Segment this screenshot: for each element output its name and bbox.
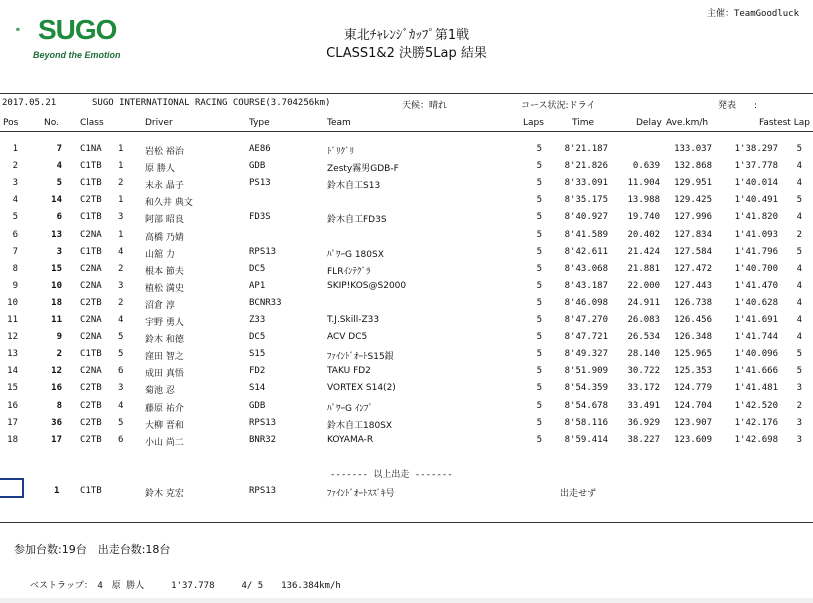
- cell-pos: 8: [12, 263, 18, 274]
- cell-driver: 山舘 力: [145, 249, 175, 260]
- cell-time: 8'35.175: [564, 195, 608, 206]
- table-row: [0, 418, 813, 436]
- cell-laps: 5: [536, 332, 542, 343]
- cell-team: ACV DC5: [327, 332, 368, 343]
- cell-pos: 12: [7, 332, 18, 343]
- cell-fastest-lap: 4: [796, 161, 802, 172]
- cell-ave: 123.907: [674, 417, 712, 428]
- cell-time: 8'21.826: [564, 161, 608, 172]
- cell-class-pos: 6: [118, 366, 124, 377]
- cell-class: C1TB: [80, 178, 102, 189]
- cell-fastest-lap: 4: [796, 332, 802, 343]
- cell-delay: 38.227: [627, 434, 660, 445]
- cell-ave: 125.353: [674, 366, 712, 377]
- cell-fastest-lap: 4: [796, 297, 802, 308]
- cell-time: 8'58.116: [564, 417, 608, 428]
- cell-driver: 植松 満史: [145, 283, 184, 294]
- cell-class: C2NA: [80, 263, 102, 274]
- divider-header: [0, 131, 813, 132]
- cell-class-pos: 1: [118, 195, 124, 206]
- cell-team: 鈴木自工180SX: [327, 420, 393, 431]
- cell-pos: 1: [12, 144, 18, 154]
- cell-driver: 鈴木 和徳: [145, 335, 184, 346]
- cell-fastest-lap: 3: [796, 434, 802, 445]
- cell-delay: 21.881: [627, 263, 660, 274]
- table-row: [0, 349, 813, 367]
- cell-type: AE86: [249, 144, 271, 154]
- cell-type: GDB: [249, 400, 266, 411]
- organizer: 主催：TeamGoodluck: [706, 9, 799, 19]
- cell-laps: 5: [536, 434, 542, 445]
- cell-pos: 2: [12, 161, 18, 172]
- cell-class: C2TB: [80, 400, 102, 411]
- cell-fastest: 1'41.481: [734, 383, 778, 394]
- cell-ave: 123.609: [674, 434, 712, 445]
- cell-ave: 132.868: [674, 161, 712, 172]
- cell-fastest: 1'42.698: [734, 434, 778, 445]
- cell-time: 8'43.187: [564, 280, 608, 291]
- cell-ave: 124.779: [674, 383, 712, 394]
- cell-driver: 和久井 典文: [145, 198, 193, 209]
- cell-pos: 18: [7, 434, 18, 445]
- col-ave: Ave.km/h: [666, 118, 709, 128]
- cell-driver: 藤原 祐介: [145, 403, 184, 414]
- cell-delay: 13.988: [627, 195, 660, 206]
- cell-laps: 5: [536, 383, 542, 394]
- cell-fastest-lap: 4: [796, 315, 802, 325]
- cell-no: 7: [56, 144, 62, 154]
- cell-type: S14: [249, 383, 266, 394]
- cell-no: 17: [51, 434, 62, 445]
- cell-time: 8'42.611: [564, 246, 608, 257]
- table-row: [0, 383, 813, 401]
- cell-driver: 成田 真悟: [145, 369, 184, 380]
- cell-class-pos: 2: [118, 297, 124, 308]
- table-row: [0, 212, 813, 230]
- cell-ave: 126.738: [674, 297, 712, 308]
- cell-driver: 末永 晶子: [145, 181, 184, 192]
- cell-delay: 21.424: [627, 246, 660, 257]
- race-date: 2017.05.21: [2, 98, 57, 108]
- cell-delay: 0.639: [632, 161, 660, 172]
- cell-ave: 126.456: [674, 315, 712, 325]
- cell-type: BCNR33: [249, 297, 282, 308]
- cell-class: C1TB: [80, 246, 102, 257]
- event-title: 東北ﾁｬﾚﾝｼﾞｶｯﾌﾟ第1戦: [343, 28, 470, 43]
- cell-time: 8'47.721: [564, 332, 608, 343]
- cell-team: KOYAMA-R: [327, 434, 374, 445]
- cell-fastest-lap: 4: [796, 178, 802, 189]
- table-row: [0, 315, 813, 333]
- cell-fastest: 1'40.628: [734, 297, 778, 308]
- table-row: [0, 247, 813, 265]
- cell-driver: 宇野 勇人: [145, 318, 184, 328]
- dns-status: 出走せず: [560, 489, 597, 499]
- cell-fastest-lap: 5: [796, 349, 802, 360]
- cell-ave: 126.348: [674, 332, 712, 343]
- cell-class: C2NA: [80, 315, 102, 325]
- cell-no: 3: [56, 246, 62, 257]
- cell-fastest-lap: 4: [796, 280, 802, 291]
- cell-class: C1NA: [80, 144, 102, 154]
- cell-class: C2NA: [80, 332, 102, 343]
- cell-class-pos: 1: [118, 229, 124, 240]
- cell-class-pos: 2: [118, 178, 124, 189]
- cell-time: 8'54.678: [564, 400, 608, 411]
- cell-fastest: 1'40.096: [734, 349, 778, 360]
- cell-fastest: 1'41.093: [734, 229, 778, 240]
- cell-pos: 6: [12, 229, 18, 240]
- horizontal-scrollbar[interactable]: [0, 598, 813, 603]
- cell-ave: 124.704: [674, 400, 712, 411]
- col-pos: Pos: [3, 118, 19, 128]
- cell-pos: 3: [12, 178, 18, 189]
- cell-laps: 5: [536, 229, 542, 240]
- table-row: [0, 195, 813, 213]
- dns-team: ﾌｧｲﾝﾄﾞｵｰﾄｽｽﾞｷ号: [327, 489, 395, 499]
- cell-no: 36: [51, 417, 62, 428]
- cell-fastest: 1'41.796: [734, 246, 778, 257]
- cell-type: DC5: [249, 332, 266, 343]
- cell-type: AP1: [249, 280, 266, 291]
- cell-delay: 30.722: [627, 366, 660, 377]
- cell-driver: 岩松 裕治: [145, 147, 184, 157]
- cell-time: 8'46.098: [564, 297, 608, 308]
- col-delay: Delay: [636, 118, 662, 128]
- col-type: Type: [249, 118, 270, 128]
- cell-driver: 高橋 乃婧: [145, 232, 184, 243]
- cell-type: RPS13: [249, 246, 277, 257]
- cell-class: C2TB: [80, 195, 102, 206]
- cell-team: ﾌｧｲﾝﾄﾞｵｰﾄS15銀: [327, 352, 394, 363]
- cell-class-pos: 3: [118, 212, 124, 223]
- cell-no: 16: [51, 383, 62, 394]
- table-row: [0, 435, 813, 453]
- race-title: CLASS1&2 決勝5Lap 結果: [326, 46, 487, 61]
- cell-fastest-lap: 2: [796, 229, 802, 240]
- cell-class-pos: 3: [118, 383, 124, 394]
- cell-class: C2NA: [80, 229, 102, 240]
- cell-type: DC5: [249, 263, 266, 274]
- cell-no: 6: [56, 212, 62, 223]
- cell-laps: 5: [536, 195, 542, 206]
- cell-type: BNR32: [249, 434, 277, 445]
- table-row: [0, 401, 813, 419]
- cell-pos: 14: [7, 366, 18, 377]
- cell-type: RPS13: [249, 417, 277, 428]
- course-condition: コース状況:ドライ: [521, 101, 596, 111]
- cell-class-pos: 4: [118, 246, 124, 257]
- cell-type: PS13: [249, 178, 271, 189]
- cell-fastest: 1'41.744: [734, 332, 778, 343]
- cell-laps: 5: [536, 161, 542, 172]
- cell-time: 8'47.270: [564, 315, 608, 325]
- cell-ave: 129.425: [674, 195, 712, 206]
- cell-class-pos: 4: [118, 400, 124, 411]
- cell-team: SKIP!KOS@S2000: [327, 280, 407, 291]
- cell-pos: 9: [12, 280, 18, 291]
- cell-class-pos: 5: [118, 349, 124, 360]
- cell-team: ﾄﾞﾘｸﾞﾘ: [327, 147, 355, 157]
- col-class: Class: [80, 118, 104, 128]
- cell-pos: 10: [7, 297, 18, 308]
- cell-fastest: 1'37.778: [734, 161, 778, 172]
- cell-fastest: 1'41.820: [734, 212, 778, 223]
- cell-class: C2TB: [80, 434, 102, 445]
- cell-pos: 16: [7, 400, 18, 411]
- cell-driver: 根本 節夫: [145, 266, 184, 277]
- course-name: SUGO INTERNATIONAL RACING COURSE(3.704256km): [92, 98, 331, 108]
- cell-time: 8'43.068: [564, 263, 608, 274]
- cell-type: Z33: [249, 315, 266, 325]
- cell-fastest: 1'40.491: [734, 195, 778, 206]
- cell-laps: 5: [536, 297, 542, 308]
- cell-laps: 5: [536, 349, 542, 360]
- cell-no: 13: [51, 229, 62, 240]
- cell-laps: 5: [536, 417, 542, 428]
- table-row: [0, 264, 813, 282]
- cell-pos: 11: [7, 315, 18, 325]
- cell-class: C2TB: [80, 417, 102, 428]
- cell-fastest-lap: 5: [796, 144, 802, 154]
- cell-delay: 28.140: [627, 349, 660, 360]
- cell-delay: 33.172: [627, 383, 660, 394]
- cell-type: FD3S: [249, 212, 271, 223]
- cell-class-pos: 5: [118, 417, 124, 428]
- best-lap-line: ベストラップ： 4 原 勝人 1'37.778 4/ 5 136.384km/h: [30, 581, 341, 591]
- cell-team: Zesty霧男GDB-F: [327, 164, 399, 175]
- cell-class-pos: 4: [118, 315, 124, 325]
- cell-team: VORTEX S14(2): [327, 383, 396, 394]
- cell-ave: 127.584: [674, 246, 712, 257]
- cell-pos: 13: [7, 349, 18, 360]
- cell-fastest: 1'38.297: [734, 144, 778, 154]
- announce-time: 発表 :: [718, 101, 758, 111]
- cell-laps: 5: [536, 178, 542, 189]
- cell-fastest-lap: 3: [796, 383, 802, 394]
- cell-class-pos: 1: [118, 144, 124, 154]
- cell-driver: 大柳 晋和: [145, 420, 184, 431]
- cell-class: C1TB: [80, 349, 102, 360]
- cell-laps: 5: [536, 263, 542, 274]
- cell-driver: 沼倉 淳: [145, 300, 175, 311]
- cell-team: FLRｲﾝﾃｸﾞﾗ: [327, 266, 371, 277]
- cell-fastest-lap: 2: [796, 400, 802, 411]
- cell-fastest-lap: 5: [796, 366, 802, 377]
- table-row: [0, 298, 813, 316]
- table-row: [0, 281, 813, 299]
- dns-no: 1: [54, 486, 60, 496]
- cell-no: 2: [56, 349, 62, 360]
- cell-fastest: 1'42.176: [734, 417, 778, 428]
- cell-pos: 7: [12, 246, 18, 257]
- logo-tagline: Beyond the Emotion: [33, 50, 121, 60]
- cell-time: 8'41.589: [564, 229, 608, 240]
- cell-ave: 129.951: [674, 178, 712, 189]
- cell-delay: 26.534: [627, 332, 660, 343]
- cell-no: 4: [56, 161, 62, 172]
- cell-delay: 19.740: [627, 212, 660, 223]
- col-driver: Driver: [145, 118, 173, 128]
- cell-fastest: 1'41.470: [734, 280, 778, 291]
- cell-team: 鈴木自工S13: [327, 181, 381, 192]
- cell-fastest: 1'40.014: [734, 178, 778, 189]
- cell-team: 鈴木自工FD3S: [327, 215, 387, 226]
- cell-type: GDB: [249, 161, 266, 172]
- col-laps: Laps: [523, 118, 544, 128]
- sugo-logo-text: SUGO: [38, 14, 117, 45]
- cell-no: 14: [51, 195, 62, 206]
- cell-time: 8'59.414: [564, 434, 608, 445]
- col-no: No.: [44, 118, 59, 128]
- cell-fastest-lap: 5: [796, 246, 802, 257]
- cell-pos: 15: [7, 383, 18, 394]
- cell-fastest: 1'41.691: [734, 315, 778, 325]
- cell-type: S15: [249, 349, 266, 360]
- cell-time: 8'40.927: [564, 212, 608, 223]
- cell-time: 8'51.909: [564, 366, 608, 377]
- cell-delay: 22.000: [627, 280, 660, 291]
- cell-fastest-lap: 4: [796, 263, 802, 274]
- cell-fastest-lap: 3: [796, 417, 802, 428]
- cell-team: TAKU FD2: [327, 366, 371, 377]
- weather: 天候：晴れ: [402, 101, 448, 111]
- cell-class-pos: 5: [118, 332, 124, 343]
- cell-delay: 33.491: [627, 400, 660, 411]
- table-row: [0, 366, 813, 384]
- cell-class-pos: 3: [118, 280, 124, 291]
- cell-class: C2TB: [80, 383, 102, 394]
- cell-driver: 菊池 忍: [145, 386, 175, 397]
- cell-no: 15: [51, 263, 62, 274]
- col-fastest: Fastest Lap: [759, 118, 810, 128]
- cell-no: 11: [51, 315, 62, 325]
- col-team: Team: [327, 118, 351, 128]
- table-row: [0, 332, 813, 350]
- dns-class: C1TB: [80, 486, 102, 496]
- cell-no: 18: [51, 297, 62, 308]
- cell-fastest-lap: 4: [796, 212, 802, 223]
- cell-class: C2TB: [80, 297, 102, 308]
- cell-pos: 5: [12, 212, 18, 223]
- cell-fastest-lap: 5: [796, 195, 802, 206]
- cell-team: ﾊﾟﾜｰG ｲﾝﾌﾟ: [327, 403, 373, 414]
- dns-row: [0, 486, 813, 504]
- col-time: Time: [572, 118, 595, 128]
- table-row: [0, 230, 813, 248]
- cell-pos: 17: [7, 417, 18, 428]
- cell-ave: 125.965: [674, 349, 712, 360]
- cell-team: ﾊﾟﾜｰG 180SX: [327, 249, 384, 260]
- cell-no: 5: [56, 178, 62, 189]
- cell-driver: 小山 尚二: [145, 437, 184, 448]
- dns-type: RPS13: [249, 486, 277, 496]
- table-row: [0, 144, 813, 162]
- cell-class-pos: 1: [118, 161, 124, 172]
- cell-fastest: 1'40.700: [734, 263, 778, 274]
- cell-no: 12: [51, 366, 62, 377]
- cell-laps: 5: [536, 280, 542, 291]
- cell-time: 8'54.359: [564, 383, 608, 394]
- cell-laps: 5: [536, 246, 542, 257]
- finishers-separator: ------- 以上出走 -------: [330, 470, 453, 480]
- divider-bottom: [0, 522, 813, 523]
- cell-ave: 127.472: [674, 263, 712, 274]
- table-row: [0, 178, 813, 196]
- cell-class-pos: 2: [118, 263, 124, 274]
- cell-laps: 5: [536, 400, 542, 411]
- cell-fastest: 1'41.666: [734, 366, 778, 377]
- divider-top: [0, 93, 813, 94]
- cell-ave: 127.996: [674, 212, 712, 223]
- cell-driver: 阿部 昭良: [145, 215, 184, 226]
- cell-time: 8'21.187: [564, 144, 608, 154]
- cell-class: C1TB: [80, 161, 102, 172]
- cell-fastest: 1'42.520: [734, 400, 778, 411]
- table-row: [0, 161, 813, 179]
- cell-laps: 5: [536, 212, 542, 223]
- cell-laps: 5: [536, 366, 542, 377]
- cell-ave: 127.834: [674, 229, 712, 240]
- cell-driver: 原 勝人: [145, 164, 175, 175]
- dns-driver: 鈴木 克宏: [145, 489, 184, 499]
- cell-type: FD2: [249, 366, 266, 377]
- cell-ave: 127.443: [674, 280, 712, 291]
- cell-delay: 36.929: [627, 417, 660, 428]
- cell-class: C2NA: [80, 366, 102, 377]
- cell-no: 9: [56, 332, 62, 343]
- cell-class-pos: 6: [118, 434, 124, 445]
- cell-delay: 26.083: [627, 315, 660, 325]
- cell-laps: 5: [536, 315, 542, 325]
- cell-no: 8: [56, 400, 62, 411]
- cell-class: C2NA: [80, 280, 102, 291]
- entry-summary: 参加台数:19台 出走台数:18台: [14, 543, 171, 556]
- cell-delay: 24.911: [627, 297, 660, 308]
- cell-delay: 20.402: [627, 229, 660, 240]
- cell-class: C1TB: [80, 212, 102, 223]
- cell-driver: 窪田 智之: [145, 352, 184, 363]
- cell-delay: 11.904: [627, 178, 660, 189]
- cell-laps: 5: [536, 144, 542, 154]
- cell-pos: 4: [12, 195, 18, 206]
- cell-ave: 133.037: [674, 144, 712, 154]
- cell-time: 8'49.327: [564, 349, 608, 360]
- cell-team: T.J.Skill-Z33: [327, 315, 380, 325]
- cell-time: 8'33.091: [564, 178, 608, 189]
- cell-no: 10: [51, 280, 62, 291]
